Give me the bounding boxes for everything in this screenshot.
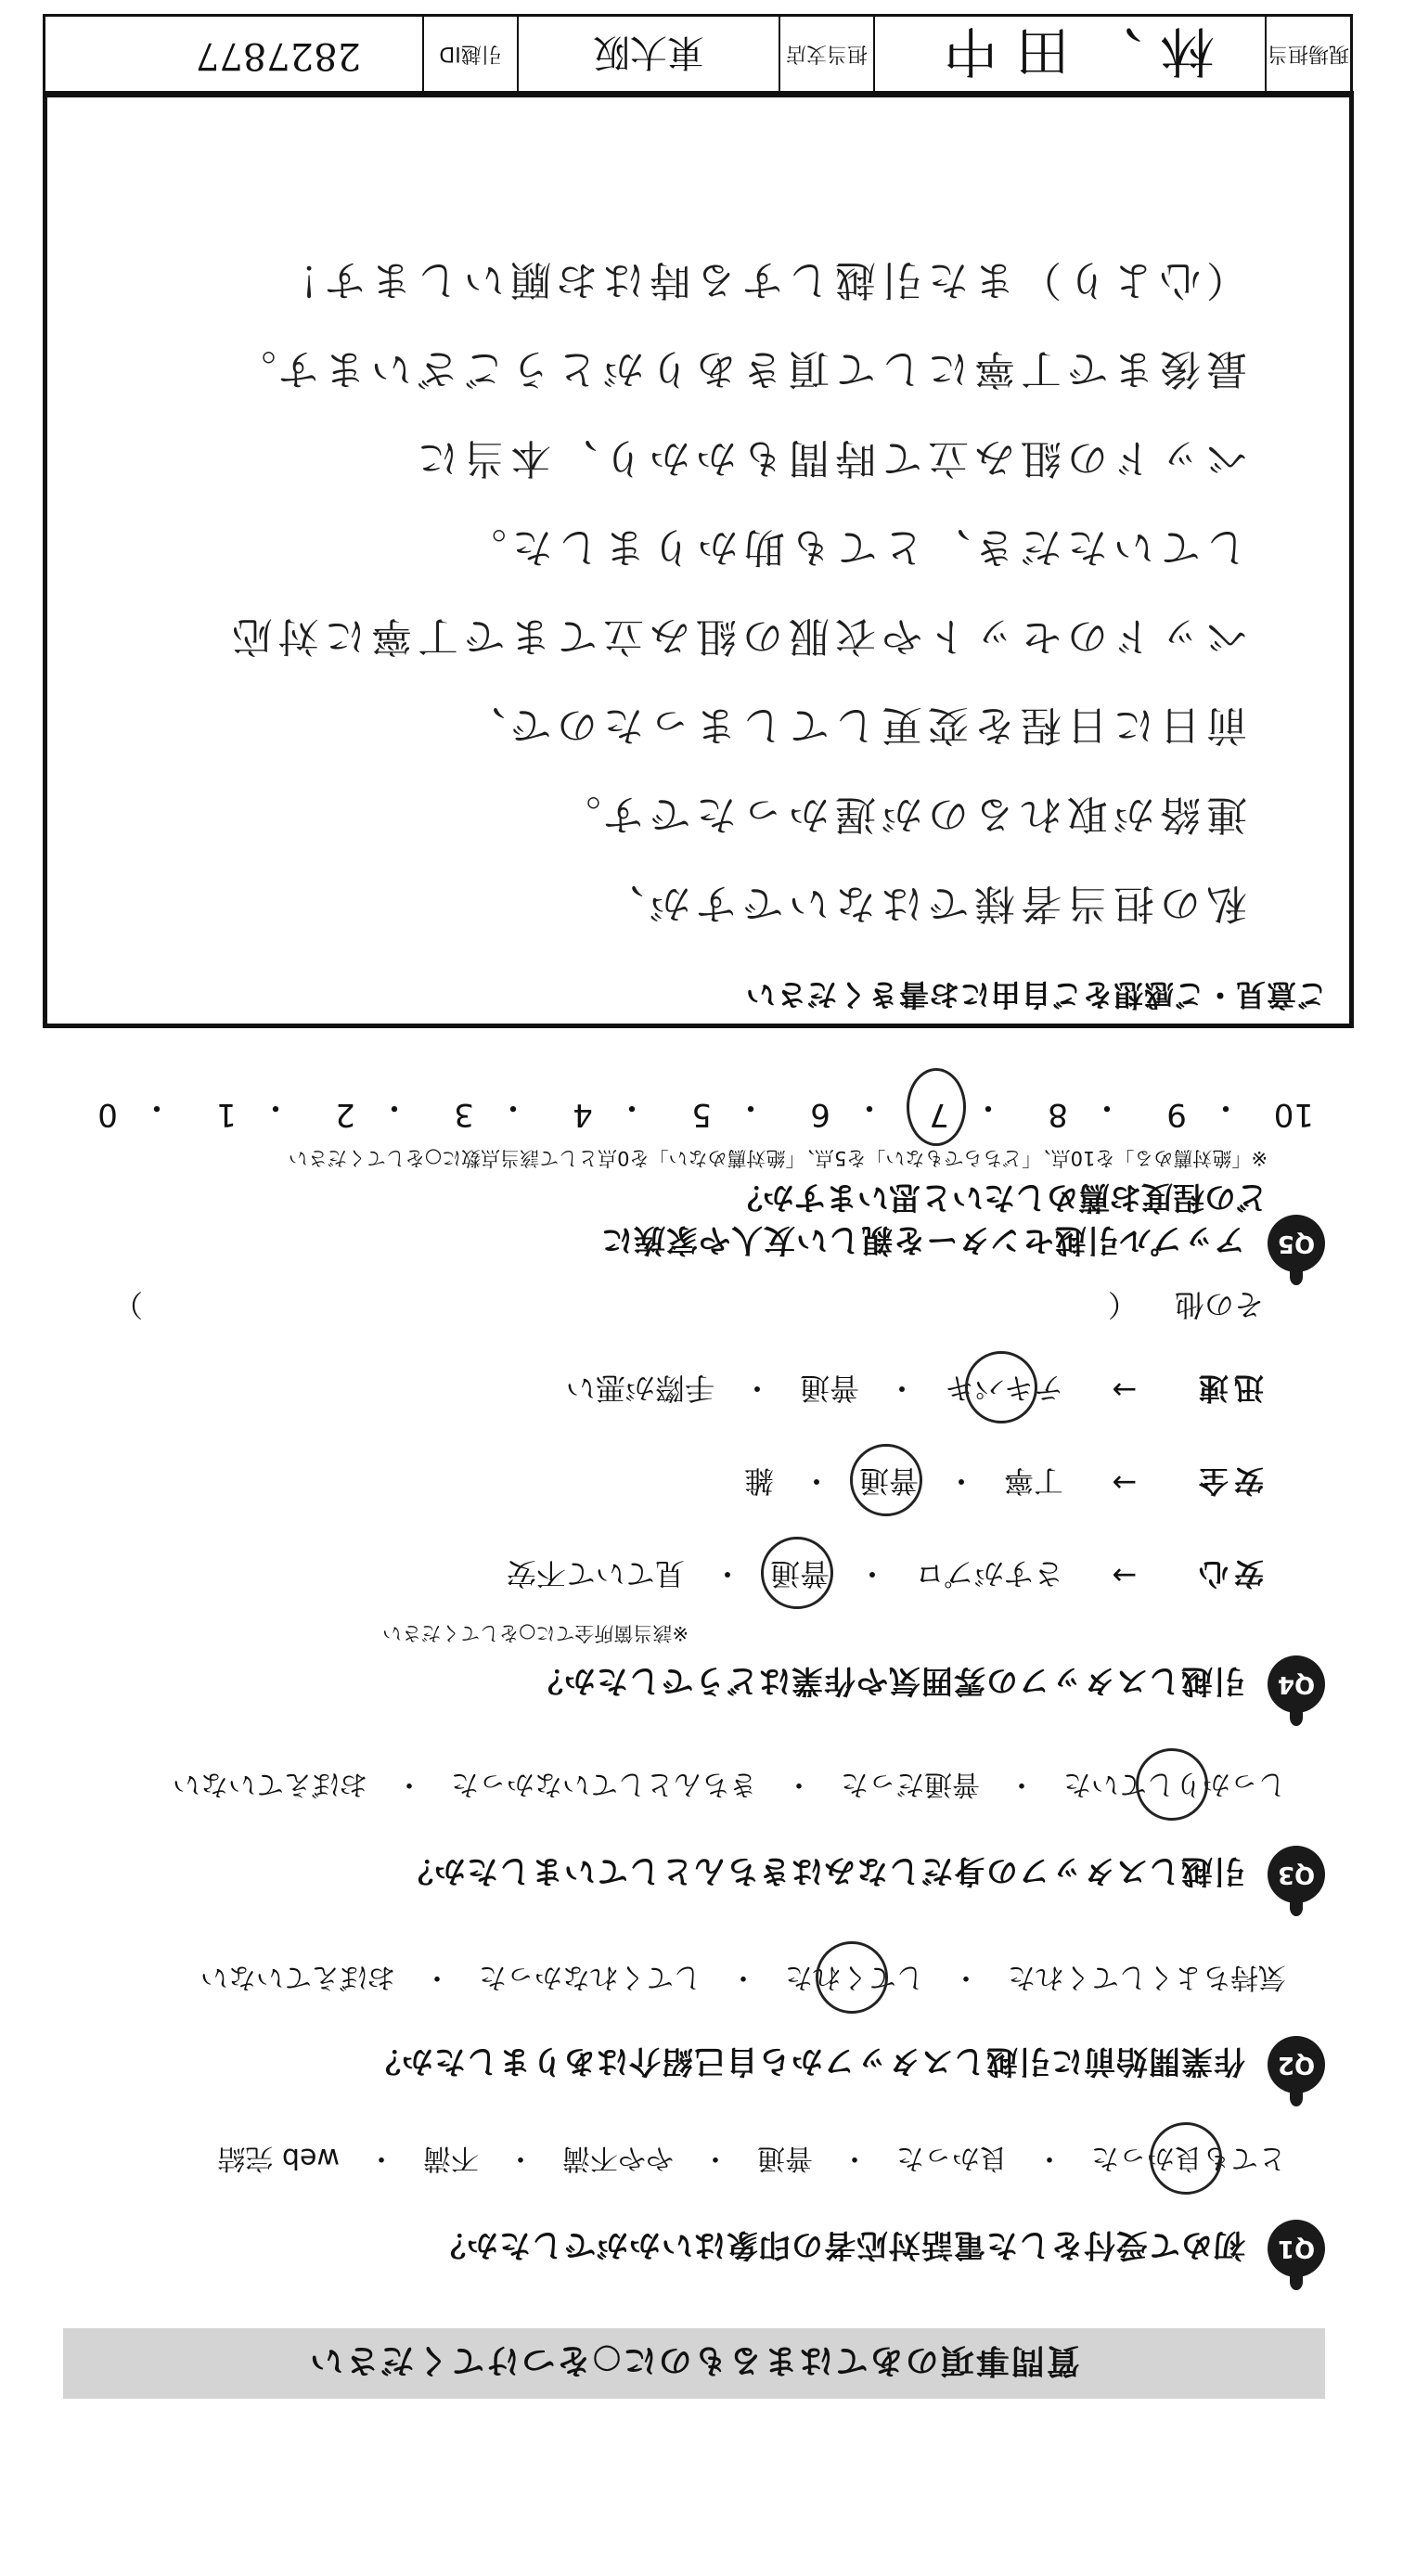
q3-option-1[interactable]: しっかりしていた bbox=[1058, 1767, 1292, 1808]
scale-2[interactable]: 2 bbox=[335, 1096, 355, 1133]
q1-option-2[interactable]: 良かった bbox=[896, 2142, 1008, 2174]
q1-option-5[interactable]: 不満 bbox=[423, 2142, 479, 2174]
q4-row-label: 迅速 bbox=[1192, 1371, 1264, 1406]
q3-text: 引越しスタッフの身だしなみはきちんとしていましたか？ bbox=[401, 1852, 1245, 1890]
q4-row-label: 安心 bbox=[1192, 1556, 1264, 1591]
q4-option[interactable]: テキパキ bbox=[939, 1369, 1069, 1411]
comment-text bbox=[87, 235, 1247, 947]
branch-label: 担当支店 bbox=[779, 17, 873, 95]
question-1 bbox=[26, 2220, 1325, 2277]
q4-badge: Q4 bbox=[1268, 1655, 1325, 1713]
question-5 bbox=[26, 1215, 1325, 1272]
scale-0[interactable]: 0 bbox=[97, 1096, 118, 1133]
scale-5[interactable]: 5 bbox=[691, 1096, 712, 1133]
scale-10[interactable]: 10 bbox=[1273, 1096, 1314, 1133]
id-label: 引越ID bbox=[422, 17, 517, 95]
q4-text: 引越しスタッフの雰囲気や作業はどうでしたか？ bbox=[531, 1662, 1245, 1700]
q4-row-anzen: 安全 → 丁寧 ・ 普通 ・ 雑 bbox=[739, 1462, 1264, 1504]
q4-option[interactable]: 見ていて不安 bbox=[506, 1556, 685, 1591]
q4-note: ※該当箇所全てに○をしてください bbox=[382, 1622, 689, 1644]
arrow-icon: → bbox=[1112, 1372, 1138, 1408]
instruction-banner bbox=[63, 2328, 1325, 2399]
comment-line: ベッドの組み立て時間もかかり、本当に bbox=[412, 434, 1247, 482]
q3-badge: Q3 bbox=[1268, 1846, 1325, 1903]
q4-other-open: （ bbox=[1107, 1287, 1138, 1322]
comment-box[interactable] bbox=[43, 91, 1354, 1028]
q1-options: とても良かった ・ 良かった ・ 普通 ・ やや不満 ・ 不満 ・ web 完結 bbox=[0, 2141, 1292, 2182]
q1-option-3[interactable]: 普通 bbox=[757, 2142, 813, 2174]
q5-scale: 10 ・ 9 ・ 8 ・ 7 ・ 6 ・ 5 ・ 4 ・ 3 ・ 2 ・ 1 ・ 0 bbox=[89, 1088, 1314, 1133]
q4-option[interactable]: 普通 bbox=[765, 1554, 835, 1597]
q4-row-other bbox=[113, 1285, 1264, 1328]
staff-label: 現場担当 bbox=[1265, 17, 1350, 95]
q4-option[interactable]: 丁寧 bbox=[1003, 1463, 1063, 1499]
q3-option-4[interactable]: おぼえていない bbox=[173, 1768, 367, 1800]
q2-option-2[interactable]: してくれた bbox=[779, 1960, 930, 2001]
q4-option[interactable]: 普通 bbox=[799, 1371, 859, 1406]
scale-6[interactable]: 6 bbox=[810, 1096, 830, 1133]
q3-options: しっかりしていた ・ 普通だった ・ きちんとしていなかった ・ おぼえていない bbox=[0, 1767, 1292, 1808]
comment-line: 連絡が取れるのが遅かったです。 bbox=[554, 791, 1247, 838]
q4-option[interactable]: 普通 bbox=[854, 1462, 924, 1504]
scale-8[interactable]: 8 bbox=[1048, 1096, 1068, 1133]
comment-line: ベッドのセットや衣服の組み立てまで丁寧に対応 bbox=[226, 612, 1247, 660]
comment-line: 前日に日程を変更してしまったので、 bbox=[458, 702, 1247, 749]
q4-other-label: その他 bbox=[1174, 1287, 1264, 1322]
scale-4[interactable]: 4 bbox=[573, 1096, 593, 1133]
q1-badge: Q1 bbox=[1268, 2220, 1325, 2277]
q2-option-1[interactable]: 気持ちよくしてくれた bbox=[1008, 1961, 1286, 1993]
scale-9[interactable]: 9 bbox=[1166, 1096, 1187, 1133]
q4-option[interactable]: 雑 bbox=[743, 1463, 774, 1499]
q2-options: 気持ちよくしてくれた ・ してくれた ・ してくれなかった ・ おぼえていない bbox=[0, 1960, 1292, 2001]
q5-badge: Q5 bbox=[1268, 1215, 1325, 1272]
question-4 bbox=[26, 1655, 1325, 1713]
arrow-icon: → bbox=[1112, 1558, 1138, 1593]
comment-line: 私の担当者様ではないですが、 bbox=[598, 880, 1247, 927]
q3-option-3[interactable]: きちんとしていなかった bbox=[451, 1768, 757, 1800]
q5-note: ※「絶対薦める」を10点、「どちらでもない」を5点、「絶対薦めない」を0点として該当点数に○をしてください bbox=[288, 1147, 1268, 1169]
q4-option[interactable]: さすがプロ bbox=[914, 1556, 1063, 1591]
q2-text: 作業開始前に引越しスタッフから自己紹介はありましたか？ bbox=[368, 2042, 1245, 2080]
q5-text-2: どの程度お薦めしたいと思いますか？ bbox=[731, 1179, 1268, 1216]
arrow-icon: → bbox=[1112, 1465, 1138, 1501]
q4-row-label: 安全 bbox=[1192, 1463, 1264, 1499]
branch-value[interactable]: 東大阪 bbox=[517, 17, 779, 95]
comment-line: 最後まで丁寧にして頂きありがとうございます。 bbox=[229, 345, 1247, 393]
q5-text: アップル引越センターを親しい友人や家族に bbox=[600, 1221, 1245, 1259]
q3-option-2[interactable]: 普通だった bbox=[841, 1768, 980, 1800]
q2-option-3[interactable]: してくれなかった bbox=[479, 1961, 702, 1993]
q4-row-anshin: 安心 → さすがプロ ・ 普通 ・ 見ていて不安 bbox=[501, 1554, 1264, 1597]
q4-other-close: ） bbox=[112, 1287, 143, 1322]
id-value[interactable]: 2827877 bbox=[195, 34, 362, 77]
q1-option-4[interactable]: やや不満 bbox=[562, 2142, 674, 2174]
question-3 bbox=[26, 1846, 1325, 1903]
q4-row-jinsoku: 迅速 → テキパキ ・ 普通 ・ 手際が悪い bbox=[560, 1369, 1264, 1411]
q1-option-6[interactable]: web 完結 bbox=[217, 2142, 340, 2174]
q2-badge: Q2 bbox=[1268, 2036, 1325, 2093]
scale-3[interactable]: 3 bbox=[454, 1096, 474, 1133]
q1-text: 初めて受付をした電話対応者の印象はいかがでしたか？ bbox=[433, 2226, 1245, 2264]
q2-option-4[interactable]: おぼえていない bbox=[200, 1961, 395, 1993]
comment-line: していただき、とても助かりました。 bbox=[459, 523, 1247, 571]
meta-table bbox=[43, 14, 1353, 97]
q1-option-1[interactable]: とても良かった bbox=[1086, 2141, 1292, 2182]
scale-1[interactable]: 1 bbox=[216, 1096, 237, 1133]
instruction-text: 質問事項のあてはまるものに○をつけてください bbox=[308, 2341, 1080, 2380]
comment-line: （心より）また引越しする時はお願いします！ bbox=[273, 256, 1247, 303]
scale-7[interactable]: 7 bbox=[920, 1088, 958, 1133]
comment-title: ご意見・ご感想をご自由にお書きください bbox=[744, 977, 1327, 1012]
staff-value[interactable]: 林、田中 bbox=[873, 17, 1265, 95]
q4-option[interactable]: 手際が悪い bbox=[565, 1371, 714, 1406]
question-2 bbox=[26, 2036, 1325, 2093]
